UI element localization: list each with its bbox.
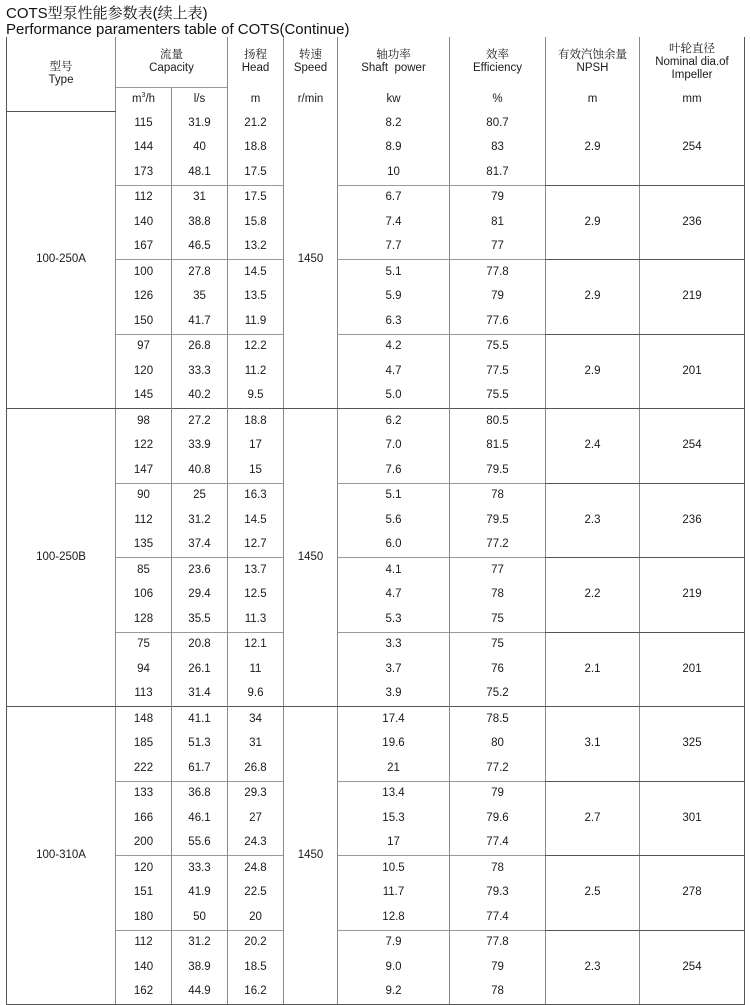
- npsh-cell: 2.9: [546, 334, 640, 409]
- header-head-en: Head: [241, 62, 270, 75]
- head-cell: 18.5: [228, 955, 284, 980]
- header-efficiency: [450, 37, 546, 88]
- efficiency-cell: 77.4: [450, 905, 546, 930]
- speed-cell: 1450: [284, 111, 338, 409]
- efficiency-cell: 81: [450, 210, 546, 235]
- head-cell: 9.6: [228, 682, 284, 707]
- shaft-power-cell: 17: [338, 831, 450, 856]
- head-cell: 11.2: [228, 359, 284, 384]
- impeller-cell: 254: [640, 930, 745, 1005]
- capacity-m3h-cell: 185: [116, 732, 172, 757]
- unit-power: kw: [338, 88, 450, 112]
- capacity-ls-cell: 55.6: [172, 831, 228, 856]
- shaft-power-cell: 21: [338, 756, 450, 781]
- impeller-cell: 254: [640, 409, 745, 484]
- head-cell: 31: [228, 732, 284, 757]
- model-name-cell: 100-250A: [7, 111, 116, 409]
- capacity-m3h-cell: 126: [116, 285, 172, 310]
- impeller-cell: 301: [640, 781, 745, 856]
- unit-npsh: m: [546, 88, 640, 112]
- efficiency-cell: 77.6: [450, 309, 546, 334]
- efficiency-cell: 75: [450, 607, 546, 632]
- table-row: [7, 856, 745, 881]
- capacity-ls-cell: 27.2: [172, 409, 228, 434]
- capacity-m3h-cell: 167: [116, 235, 172, 260]
- model-name-cell: 100-250B: [7, 409, 116, 707]
- capacity-m3h-cell: 148: [116, 707, 172, 732]
- capacity-ls-cell: 41.9: [172, 881, 228, 906]
- table-header: [7, 37, 745, 111]
- header-head: [228, 37, 284, 88]
- capacity-m3h-cell: 75: [116, 632, 172, 657]
- shaft-power-cell: 19.6: [338, 732, 450, 757]
- shaft-power-cell: 5.3: [338, 607, 450, 632]
- header-npsh-cn: 有效汽蚀余量: [558, 49, 627, 62]
- efficiency-cell: 76: [450, 657, 546, 682]
- table-row: [7, 483, 745, 508]
- npsh-cell: 3.1: [546, 707, 640, 782]
- capacity-ls-cell: 31.9: [172, 111, 228, 136]
- capacity-m3h-cell: 222: [116, 756, 172, 781]
- capacity-m3h-cell: 94: [116, 657, 172, 682]
- unit-m3h-sup: 3: [141, 92, 146, 100]
- header-type: [7, 37, 116, 111]
- head-cell: 20: [228, 905, 284, 930]
- capacity-ls-cell: 35: [172, 285, 228, 310]
- unit-m3h: [116, 88, 172, 112]
- shaft-power-cell: 5.1: [338, 483, 450, 508]
- speed-cell: 1450: [284, 707, 338, 1005]
- head-cell: 18.8: [228, 136, 284, 161]
- efficiency-cell: 80.5: [450, 409, 546, 434]
- efficiency-cell: 77.4: [450, 831, 546, 856]
- shaft-power-cell: 9.2: [338, 980, 450, 1005]
- capacity-ls-cell: 33.9: [172, 434, 228, 459]
- table-row: [7, 409, 745, 434]
- header-type-cn: 型号: [49, 60, 73, 73]
- capacity-ls-cell: 23.6: [172, 558, 228, 583]
- head-cell: 13.5: [228, 285, 284, 310]
- unit-imp: mm: [640, 88, 745, 112]
- efficiency-cell: 81.5: [450, 434, 546, 459]
- npsh-cell: 2.9: [546, 185, 640, 260]
- impeller-cell: 201: [640, 632, 745, 707]
- header-power-en: Shaft power: [361, 62, 426, 75]
- header-eff-cn: 效率: [486, 49, 509, 62]
- head-cell: 21.2: [228, 111, 284, 136]
- shaft-power-cell: 12.8: [338, 905, 450, 930]
- capacity-m3h-cell: 133: [116, 781, 172, 806]
- shaft-power-cell: 3.7: [338, 657, 450, 682]
- head-cell: 13.7: [228, 558, 284, 583]
- unit-m3h-base: m: [131, 93, 142, 105]
- capacity-ls-cell: 20.8: [172, 632, 228, 657]
- header-power-cn: 轴功率: [376, 49, 411, 62]
- efficiency-cell: 78: [450, 483, 546, 508]
- npsh-cell: 2.9: [546, 111, 640, 185]
- capacity-m3h-cell: 173: [116, 160, 172, 185]
- shaft-power-cell: 9.0: [338, 955, 450, 980]
- shaft-power-cell: 3.9: [338, 682, 450, 707]
- capacity-ls-cell: 31.4: [172, 682, 228, 707]
- title-english: Performance paramenters table of COTS(Continue): [6, 21, 350, 38]
- shaft-power-cell: 17.4: [338, 707, 450, 732]
- capacity-m3h-cell: 145: [116, 384, 172, 409]
- head-cell: 24.8: [228, 856, 284, 881]
- head-cell: 17.5: [228, 185, 284, 210]
- impeller-cell: 219: [640, 260, 745, 335]
- head-cell: 11.9: [228, 309, 284, 334]
- npsh-cell: 2.1: [546, 632, 640, 707]
- head-cell: 14.5: [228, 260, 284, 285]
- impeller-cell: 236: [640, 483, 745, 558]
- capacity-m3h-cell: 100: [116, 260, 172, 285]
- capacity-ls-cell: 31: [172, 185, 228, 210]
- efficiency-cell: 79.5: [450, 508, 546, 533]
- header-speed-cn: 转速: [299, 49, 322, 62]
- header-imp-en1: Nominal dia.of: [655, 55, 729, 68]
- capacity-ls-cell: 31.2: [172, 930, 228, 955]
- header-capacity-cn: 流量: [160, 49, 183, 61]
- head-cell: 15.8: [228, 210, 284, 235]
- performance-table: [6, 37, 745, 1005]
- capacity-ls-cell: 46.1: [172, 806, 228, 831]
- efficiency-cell: 77.8: [450, 930, 546, 955]
- capacity-m3h-cell: 180: [116, 905, 172, 930]
- capacity-m3h-cell: 90: [116, 483, 172, 508]
- head-cell: 16.2: [228, 980, 284, 1005]
- capacity-ls-cell: 33.3: [172, 856, 228, 881]
- efficiency-cell: 77.2: [450, 533, 546, 558]
- table-row: [7, 632, 745, 657]
- header-imp-en2: Impeller: [671, 68, 713, 81]
- capacity-ls-cell: 44.9: [172, 980, 228, 1005]
- capacity-ls-cell: 40.8: [172, 458, 228, 483]
- unit-eff: %: [450, 88, 546, 112]
- npsh-cell: 2.3: [546, 930, 640, 1005]
- head-cell: 15: [228, 458, 284, 483]
- npsh-cell: 2.2: [546, 558, 640, 633]
- capacity-ls-cell: 25: [172, 483, 228, 508]
- capacity-ls-cell: 48.1: [172, 160, 228, 185]
- head-cell: 17: [228, 434, 284, 459]
- head-cell: 11: [228, 657, 284, 682]
- capacity-m3h-cell: 106: [116, 583, 172, 608]
- efficiency-cell: 78: [450, 856, 546, 881]
- header-npsh: [546, 37, 640, 88]
- shaft-power-cell: 4.7: [338, 583, 450, 608]
- capacity-ls-cell: 40: [172, 136, 228, 161]
- table-row: [7, 930, 745, 955]
- speed-cell: 1450: [284, 409, 338, 707]
- capacity-m3h-cell: 150: [116, 309, 172, 334]
- impeller-cell: 325: [640, 707, 745, 782]
- capacity-ls-cell: 38.9: [172, 955, 228, 980]
- npsh-cell: 2.9: [546, 260, 640, 335]
- efficiency-cell: 79.6: [450, 806, 546, 831]
- head-cell: 11.3: [228, 607, 284, 632]
- capacity-m3h-cell: 200: [116, 831, 172, 856]
- capacity-m3h-cell: 120: [116, 856, 172, 881]
- head-cell: 27: [228, 806, 284, 831]
- efficiency-cell: 78: [450, 980, 546, 1005]
- shaft-power-cell: 7.9: [338, 930, 450, 955]
- capacity-m3h-cell: 151: [116, 881, 172, 906]
- header-impeller: [640, 37, 745, 88]
- efficiency-cell: 79: [450, 285, 546, 310]
- shaft-power-cell: 4.1: [338, 558, 450, 583]
- efficiency-cell: 80.7: [450, 111, 546, 136]
- impeller-cell: 236: [640, 185, 745, 260]
- efficiency-cell: 78.5: [450, 707, 546, 732]
- capacity-m3h-cell: 135: [116, 533, 172, 558]
- efficiency-cell: 79.3: [450, 881, 546, 906]
- npsh-cell: 2.4: [546, 409, 640, 484]
- header-speed-en: Speed: [293, 62, 328, 75]
- shaft-power-cell: 7.0: [338, 434, 450, 459]
- capacity-m3h-cell: 128: [116, 607, 172, 632]
- head-cell: 22.5: [228, 881, 284, 906]
- efficiency-cell: 78: [450, 583, 546, 608]
- shaft-power-cell: 6.3: [338, 309, 450, 334]
- efficiency-cell: 79: [450, 185, 546, 210]
- header-type-en: Type: [48, 73, 74, 86]
- npsh-cell: 2.3: [546, 483, 640, 558]
- capacity-m3h-cell: 115: [116, 111, 172, 136]
- header-capacity: [116, 37, 228, 88]
- capacity-m3h-cell: 166: [116, 806, 172, 831]
- shaft-power-cell: 11.7: [338, 881, 450, 906]
- head-cell: 20.2: [228, 930, 284, 955]
- head-cell: 12.7: [228, 533, 284, 558]
- npsh-cell: 2.7: [546, 781, 640, 856]
- shaft-power-cell: 5.1: [338, 260, 450, 285]
- efficiency-cell: 75.5: [450, 384, 546, 409]
- capacity-m3h-cell: 144: [116, 136, 172, 161]
- header-npsh-en: NPSH: [576, 62, 609, 75]
- capacity-ls-cell: 37.4: [172, 533, 228, 558]
- head-cell: 12.2: [228, 334, 284, 359]
- impeller-cell: 201: [640, 334, 745, 409]
- head-cell: 12.5: [228, 583, 284, 608]
- shaft-power-cell: 5.9: [338, 285, 450, 310]
- capacity-ls-cell: 29.4: [172, 583, 228, 608]
- efficiency-cell: 75.2: [450, 682, 546, 707]
- capacity-ls-cell: 36.8: [172, 781, 228, 806]
- model-name-cell: 100-310A: [7, 707, 116, 1005]
- head-cell: 34: [228, 707, 284, 732]
- capacity-m3h-cell: 162: [116, 980, 172, 1005]
- shaft-power-cell: 8.2: [338, 111, 450, 136]
- head-cell: 18.8: [228, 409, 284, 434]
- capacity-m3h-cell: 112: [116, 185, 172, 210]
- header-eff-en: Efficiency: [472, 62, 522, 75]
- shaft-power-cell: 8.9: [338, 136, 450, 161]
- capacity-ls-cell: 27.8: [172, 260, 228, 285]
- capacity-m3h-cell: 140: [116, 955, 172, 980]
- capacity-m3h-cell: 147: [116, 458, 172, 483]
- capacity-m3h-cell: 113: [116, 682, 172, 707]
- shaft-power-cell: 4.7: [338, 359, 450, 384]
- table-row: [7, 558, 745, 583]
- header-imp-cn: 叶轮直径: [669, 42, 715, 55]
- unit-head: m: [228, 88, 284, 112]
- shaft-power-cell: 5.6: [338, 508, 450, 533]
- capacity-m3h-cell: 112: [116, 508, 172, 533]
- efficiency-cell: 79: [450, 781, 546, 806]
- capacity-ls-cell: 33.3: [172, 359, 228, 384]
- shaft-power-cell: 15.3: [338, 806, 450, 831]
- unit-m3h-rest: /h: [145, 93, 156, 105]
- head-cell: 24.3: [228, 831, 284, 856]
- efficiency-cell: 77: [450, 558, 546, 583]
- table-row: [7, 707, 745, 732]
- efficiency-cell: 77.8: [450, 260, 546, 285]
- efficiency-cell: 75.5: [450, 334, 546, 359]
- efficiency-cell: 80: [450, 732, 546, 757]
- head-cell: 14.5: [228, 508, 284, 533]
- shaft-power-cell: 4.2: [338, 334, 450, 359]
- shaft-power-cell: 10.5: [338, 856, 450, 881]
- capacity-m3h-cell: 85: [116, 558, 172, 583]
- efficiency-cell: 75: [450, 632, 546, 657]
- shaft-power-cell: 7.4: [338, 210, 450, 235]
- capacity-ls-cell: 38.8: [172, 210, 228, 235]
- efficiency-cell: 81.7: [450, 160, 546, 185]
- impeller-cell: 278: [640, 856, 745, 931]
- head-cell: 17.5: [228, 160, 284, 185]
- shaft-power-cell: 7.7: [338, 235, 450, 260]
- impeller-cell: 219: [640, 558, 745, 633]
- table-row: [7, 260, 745, 285]
- header-speed: [284, 37, 338, 88]
- npsh-cell: 2.5: [546, 856, 640, 931]
- capacity-m3h-cell: 97: [116, 334, 172, 359]
- capacity-ls-cell: 31.2: [172, 508, 228, 533]
- shaft-power-cell: 6.0: [338, 533, 450, 558]
- shaft-power-cell: 6.2: [338, 409, 450, 434]
- shaft-power-cell: 5.0: [338, 384, 450, 409]
- capacity-ls-cell: 61.7: [172, 756, 228, 781]
- capacity-ls-cell: 41.7: [172, 309, 228, 334]
- efficiency-cell: 83: [450, 136, 546, 161]
- shaft-power-cell: 6.7: [338, 185, 450, 210]
- head-cell: 26.8: [228, 756, 284, 781]
- impeller-cell: 254: [640, 111, 745, 185]
- capacity-ls-cell: 40.2: [172, 384, 228, 409]
- head-cell: 29.3: [228, 781, 284, 806]
- unit-ls: l/s: [172, 88, 228, 112]
- table-row: [7, 185, 745, 210]
- efficiency-cell: 77.2: [450, 756, 546, 781]
- header-shaft-power: [338, 37, 450, 88]
- efficiency-cell: 77.5: [450, 359, 546, 384]
- unit-speed: r/min: [284, 88, 338, 112]
- table-row: [7, 111, 745, 136]
- efficiency-cell: 79.5: [450, 458, 546, 483]
- head-cell: 16.3: [228, 483, 284, 508]
- capacity-m3h-cell: 112: [116, 930, 172, 955]
- shaft-power-cell: 3.3: [338, 632, 450, 657]
- capacity-m3h-cell: 122: [116, 434, 172, 459]
- capacity-ls-cell: 46.5: [172, 235, 228, 260]
- capacity-m3h-cell: 98: [116, 409, 172, 434]
- head-cell: 13.2: [228, 235, 284, 260]
- capacity-ls-cell: 26.8: [172, 334, 228, 359]
- efficiency-cell: 79: [450, 955, 546, 980]
- capacity-m3h-cell: 140: [116, 210, 172, 235]
- shaft-power-cell: 7.6: [338, 458, 450, 483]
- efficiency-cell: 77: [450, 235, 546, 260]
- table-row: [7, 334, 745, 359]
- capacity-ls-cell: 26.1: [172, 657, 228, 682]
- capacity-ls-cell: 51.3: [172, 732, 228, 757]
- header-head-cn: 扬程: [244, 49, 267, 62]
- table-body: [7, 111, 745, 1005]
- head-cell: 12.1: [228, 632, 284, 657]
- shaft-power-cell: 13.4: [338, 781, 450, 806]
- capacity-ls-cell: 50: [172, 905, 228, 930]
- shaft-power-cell: 10: [338, 160, 450, 185]
- capacity-m3h-cell: 120: [116, 359, 172, 384]
- title-chinese: COTS型泵性能参数表(续上表): [6, 5, 208, 22]
- head-cell: 9.5: [228, 384, 284, 409]
- table-row: [7, 781, 745, 806]
- header-capacity-en: Capacity: [149, 62, 194, 74]
- capacity-ls-cell: 41.1: [172, 707, 228, 732]
- capacity-ls-cell: 35.5: [172, 607, 228, 632]
